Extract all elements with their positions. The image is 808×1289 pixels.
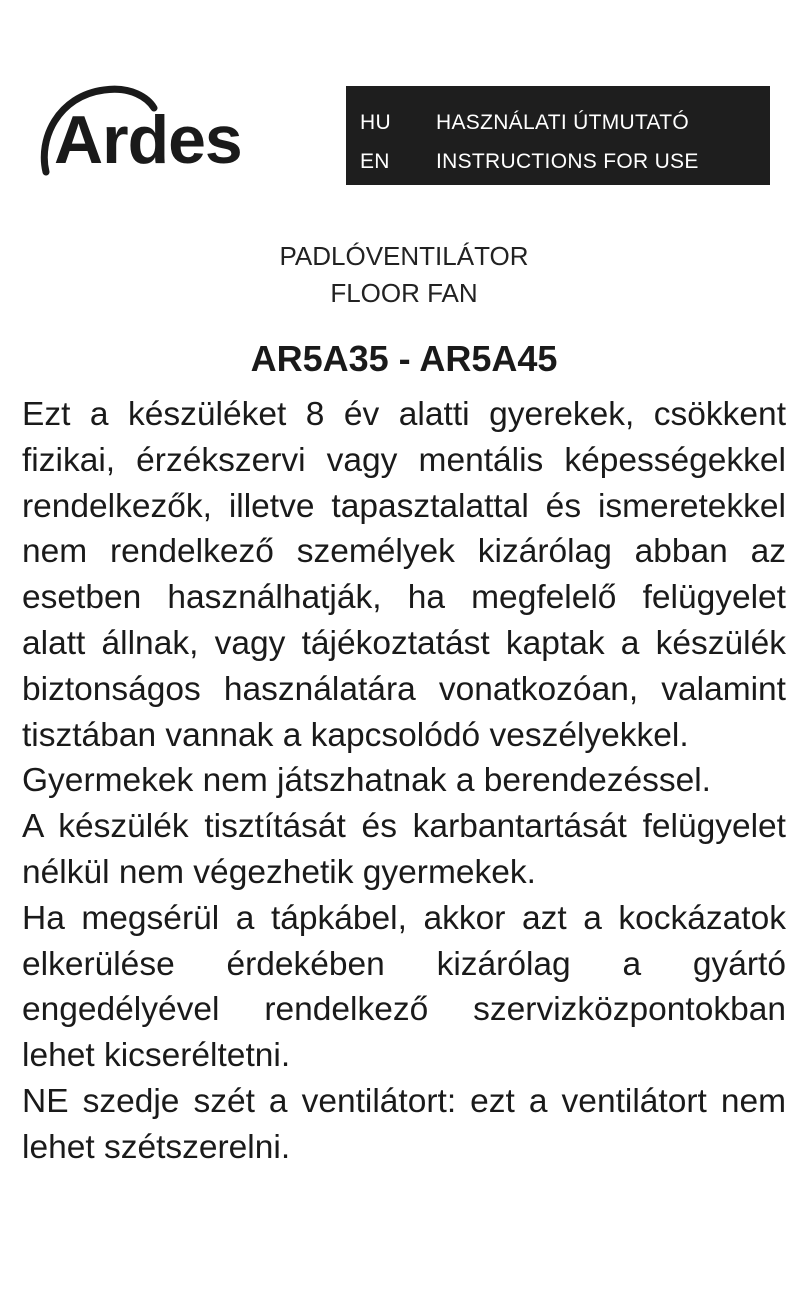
safety-instructions (22, 392, 786, 1171)
language-header-box (346, 86, 770, 185)
language-code: EN (360, 149, 390, 173)
language-row-hu (346, 103, 770, 142)
language-code: HU (360, 110, 391, 134)
paragraph: Gyermekek nem játszhatnak a berendezéssel. (22, 762, 711, 800)
language-row-en (346, 142, 770, 181)
product-title-hu: PADLÓVENTILÁTOR (279, 241, 529, 271)
paragraph: A készülék tisztítását és karbantartását felügyelet nélkül nem végezhetik gyermekek. (22, 808, 786, 891)
model-number: AR5A35 - AR5A45 (250, 338, 558, 379)
language-title: INSTRUCTIONS FOR USE (436, 149, 699, 173)
language-title: HASZNÁLATI ÚTMUTATÓ (436, 110, 690, 134)
ardes-logo (36, 84, 306, 194)
paragraph: Ezt a készüléket 8 év alatti gyerekek, csökkent fizikai, érzékszervi vagy mentális képességekkel rendelkezők, illetve tapasztalattal és ismeretekkel nem rendelkező személyek kizárólag abban az esetben használhatják, ha megfelelő felügyelet alatt állnak, vagy tájékoztatást kaptak a készülék biztonságos használatára vonatkozóan, valamint tisztában vannak a kapcsolódó veszélyekkel. (22, 396, 786, 754)
product-title-en: FLOOR FAN (330, 278, 478, 308)
paragraph: NE szedje szét a ventilátort: ezt a ventilátort nem lehet szétszerelni. (22, 1082, 786, 1166)
logo-brand-text: Ardes (54, 102, 242, 178)
paragraph: Ha megsérül a tápkábel, akkor azt a kockázatok elkerülése érdekében kizárólag a gyártó engedélyével rendelkező szervizközpontokban lehet kicseréltetni. (22, 899, 786, 1075)
